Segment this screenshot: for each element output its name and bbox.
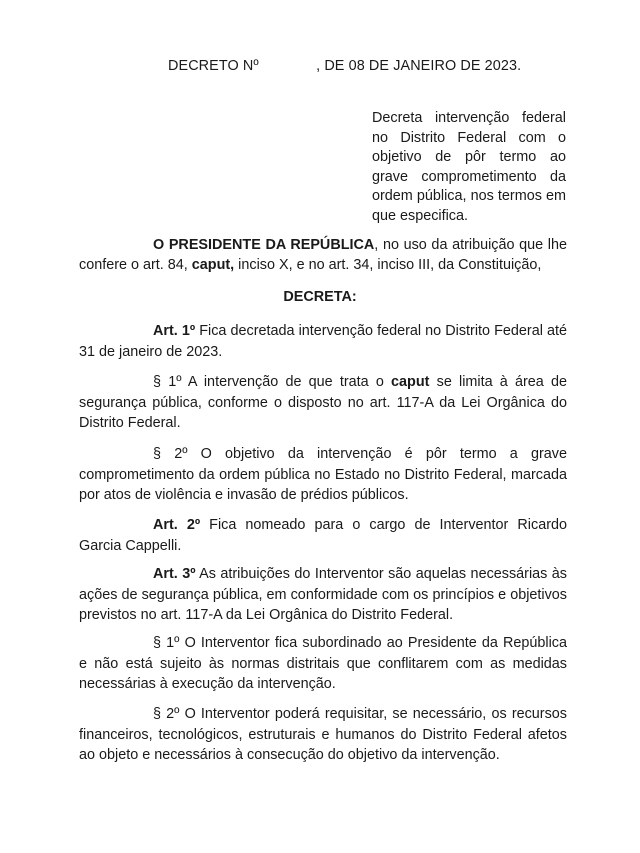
- paragraph-text-a: A intervenção de que trata o: [181, 374, 392, 390]
- decree-summary: Decreta intervenção federal no Distrito Federal com o objetivo de pôr termo ao grave comprometimento da ordem pública, nos termos em que especifica.: [372, 110, 566, 224]
- article-label: Art. 3º: [153, 566, 196, 582]
- preamble-authority: O PRESIDENTE DA REPÚBLICA: [153, 237, 375, 253]
- article-text: Fica decretada intervenção federal no Distrito Federal até 31 de janeiro de 2023.: [79, 323, 568, 360]
- article-1: [79, 321, 567, 362]
- preamble-caput: caput,: [191, 257, 235, 273]
- article-1-paragraph-2: [79, 444, 567, 506]
- article-text: Fica nomeado para o cargo de Interventor Ricardo Garcia Cappelli.: [79, 517, 567, 554]
- paragraph-label: § 1º: [153, 635, 180, 651]
- paragraph-text: O objetivo da intervenção é pôr termo a grave comprometimento da ordem pública no Estado no Distrito Federal, marcada por atos de violência e invasão de prédios públicos.: [79, 446, 567, 503]
- paragraph-text: O Interventor fica subordinado ao Presidente da República e não está sujeito às normas distritais que conflitarem com as medidas necessárias à execução da intervenção.: [79, 635, 568, 692]
- paragraph-label: § 2º: [153, 446, 188, 462]
- preamble-text-2: inciso X, e no art. 34, inciso III, da Constituição,: [234, 257, 542, 273]
- preamble-text-1: , no uso da atribuição que lhe confere o art. 84,: [79, 237, 567, 273]
- decree-title: DECRETO Nº , DE 08 DE JANEIRO DE 2023.: [168, 58, 522, 74]
- article-3-paragraph-1: [79, 633, 567, 695]
- article-3-paragraph-2: [79, 704, 567, 766]
- paragraph-caput: caput: [391, 374, 430, 390]
- paragraph-label: § 1º: [153, 374, 182, 390]
- decreta-heading: DECRETA:: [283, 289, 357, 305]
- article-label: Art. 1º: [153, 323, 196, 339]
- article-2: [79, 515, 567, 556]
- article-text: As atribuições do Interventor são aquelas necessárias às ações de segurança pública, em conformidade com os princípios e objetivos previstos no art. 117-A da Lei Orgânica do Distrito Federal.: [79, 566, 567, 623]
- article-label: Art. 2º: [153, 517, 201, 533]
- paragraph-text-b: se limita à área de segurança pública, conforme o disposto no art. 117-A da Lei Orgânica do Distrito Federal.: [79, 374, 567, 431]
- paragraph-text: O Interventor poderá requisitar, se necessário, os recursos financeiros, tecnológicos, estruturais e humanos do Distrito Federal afetos ao objeto e necessários à consecução do objetivo da intervenção.: [79, 706, 567, 763]
- preamble: [79, 235, 567, 275]
- paragraph-label: § 2º: [153, 706, 180, 722]
- article-1-paragraph-1: [79, 372, 567, 434]
- article-3: [79, 564, 567, 626]
